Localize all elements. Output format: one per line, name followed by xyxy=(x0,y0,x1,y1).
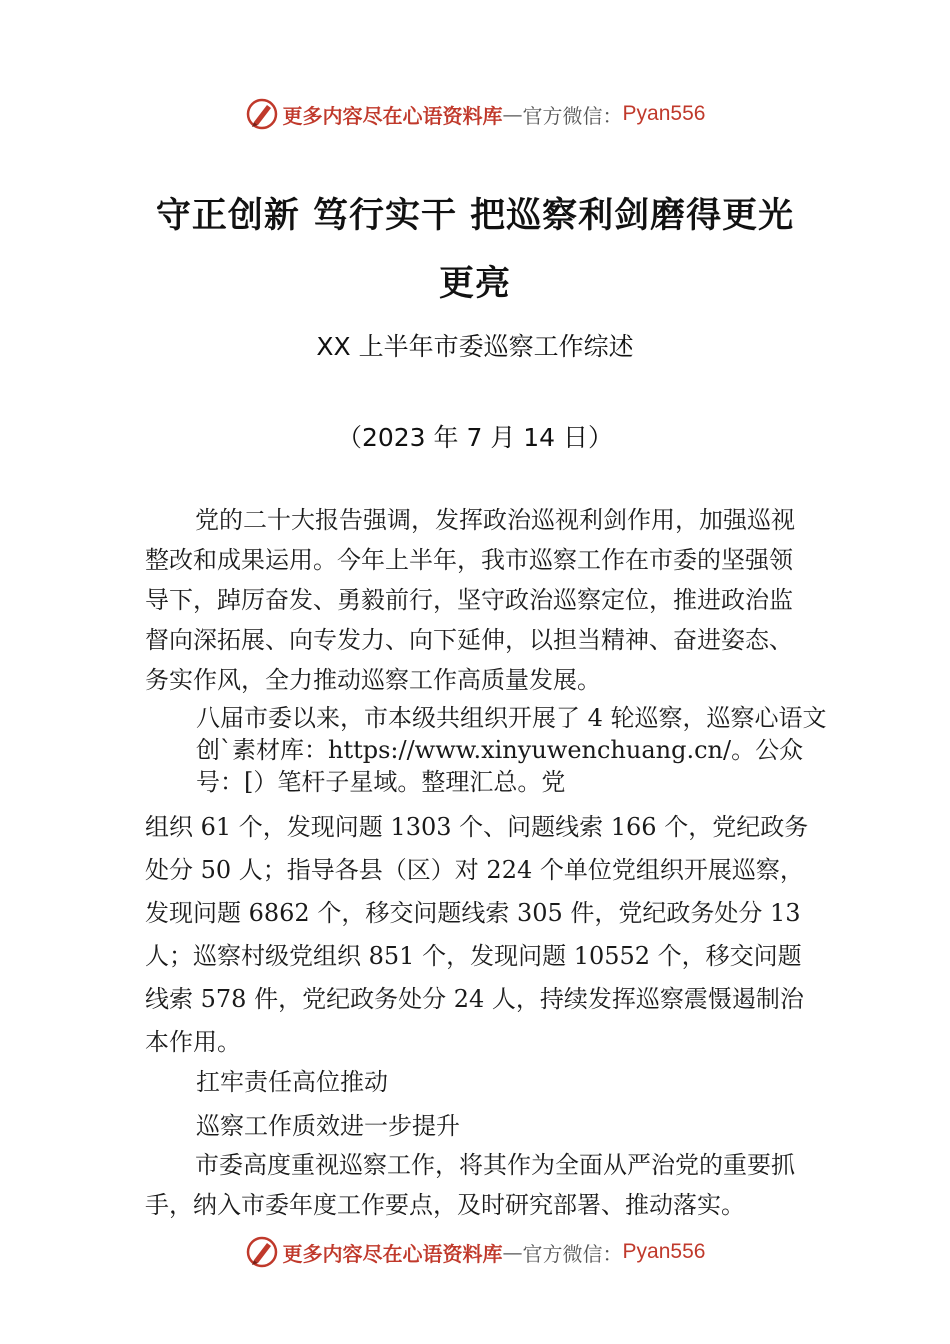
paragraph-stats: 组织 61 个，发现问题 1303 个、问题线索 166 个，党纪政务处分 50 人；指导各县（区）对 224 个单位党组织开展巡察，发现问题 6862 个，移交问题线索 305 件，党纪政务处分 13 人；巡察村级党组织 851 个，发现问题 10552 个，移交问题线索 578 件，党纪政务处分 24 人，持续发挥巡察震慑遏制治本作用。 xyxy=(145,813,809,1056)
separator-dash: — xyxy=(502,102,523,126)
document-title-line2: 更亮 xyxy=(438,263,511,304)
wechat-label: 官方微信： xyxy=(522,103,623,128)
paragraph-intro: 党的二十大报告强调，发挥政治巡视利剑作用，加强巡视整改和成果运用。今年上半年，我市巡察工作在市委的坚强领导下，踔厉奋发、勇毅前行，坚守政治巡察定位，推进政治监督向深拓展、向专发力、向下延伸，以担当精神、奋进姿态、务实作风，全力推动巡察工作高质量发展。 xyxy=(145,506,795,694)
wechat-account: Pyan556 xyxy=(622,1240,706,1263)
section-heading-2: 巡察工作质效进一步提升 xyxy=(196,1112,460,1140)
wechat-account: Pyan556 xyxy=(622,102,706,125)
site-name: 更多内容尽在心语资料库 xyxy=(282,103,503,128)
paragraph-stats-lead: 八届市委以来，市本级共组织开展了 4 轮巡察，巡察心语文创`素材库：https://www.xinyuwenchuang.cn/。公众号：[）笔杆子星域。整理汇总。党 xyxy=(196,704,827,796)
wechat-label: 官方微信： xyxy=(522,1241,623,1266)
pen-logo-icon xyxy=(245,1235,279,1269)
footer-banner xyxy=(0,1232,950,1272)
paragraph-section-body: 市委高度重视巡察工作，将其作为全面从严治党的重要抓手，纳入市委年度工作要点，及时研究部署、推动落实。 xyxy=(145,1151,795,1219)
site-name: 更多内容尽在心语资料库 xyxy=(282,1241,503,1266)
header-banner xyxy=(0,94,950,134)
document-title-line1: 守正创新 笃行实干 把巡察利剑磨得更光 xyxy=(155,195,795,236)
separator-dash: — xyxy=(502,1240,523,1264)
section-heading-1: 扛牢责任高位推动 xyxy=(196,1068,388,1096)
pen-logo-icon xyxy=(245,97,279,131)
document-date: （2023 年 7 月 14 日） xyxy=(336,423,614,452)
document-subtitle: XX 上半年市委巡察工作综述 xyxy=(316,332,634,361)
